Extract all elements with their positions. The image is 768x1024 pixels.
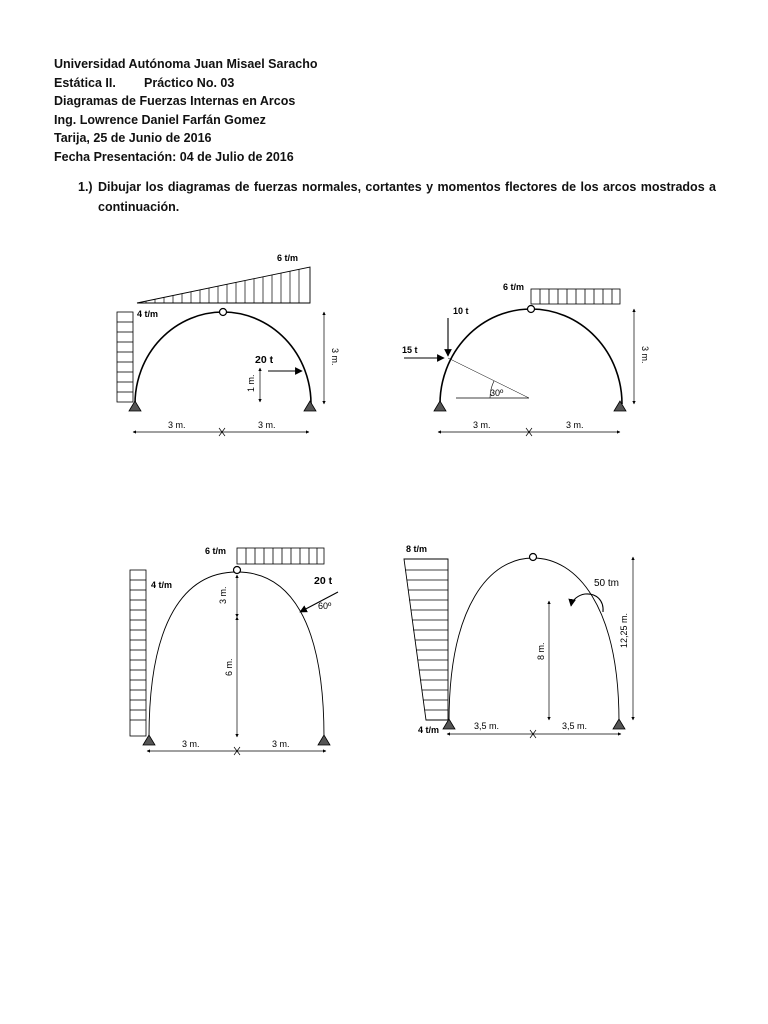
- uniform-top-load: [531, 289, 620, 304]
- fig1-height-label: 3 m.: [330, 348, 340, 366]
- fig2-top-load-label: 6 t/m: [503, 282, 525, 292]
- fig1-span-right-label: 3 m.: [258, 420, 276, 430]
- pin-support-icon: [304, 401, 316, 411]
- pin-support-icon: [129, 401, 141, 411]
- fig3-span-left-label: 3 m.: [182, 739, 200, 749]
- pin-support-icon: [613, 719, 625, 729]
- pin-support-icon: [614, 401, 626, 411]
- arch-figure-4: [404, 544, 633, 738]
- engineer: Ing. Lowrence Daniel Farfán Gomez: [54, 112, 266, 127]
- problem-number: 1.): [78, 180, 93, 194]
- fig2-span-left-label: 3 m.: [473, 420, 491, 430]
- fig3-height-top-label: 3 m.: [218, 586, 228, 604]
- uniform-top-load: [237, 548, 324, 564]
- fig1-top-load-label: 6 t/m: [277, 253, 299, 263]
- hinge-icon: [220, 309, 227, 316]
- fig4-height-inner-label: 8 m.: [536, 642, 546, 660]
- fig3-side-load-label: 4 t/m: [151, 580, 173, 590]
- arch-figure-2: [402, 282, 650, 436]
- fig4-moment-label: 50 tm: [594, 578, 620, 589]
- fig2-angle-label: 30º: [490, 388, 504, 398]
- fig2-vertical-load-label: 10 t: [453, 306, 469, 316]
- problem-text: Dibujar los diagramas de fuerzas normales, cortantes y momentos flectores de los arcos mostrados a continuación.: [98, 180, 716, 214]
- semicircular-arch: [135, 312, 311, 404]
- presentation-date: Fecha Presentación: 04 de Julio de 2016: [54, 149, 294, 164]
- subject: Estática II.: [54, 75, 116, 90]
- fig2-span-right-label: 3 m.: [566, 420, 584, 430]
- fig1-span-left-label: 3 m.: [168, 420, 186, 430]
- fig3-height-bottom-label: 6 m.: [224, 658, 234, 676]
- pin-support-icon: [318, 735, 330, 745]
- parabolic-arch: [149, 572, 324, 737]
- fig4-top-side-load-label: 8 t/m: [406, 544, 428, 554]
- pin-support-icon: [143, 735, 155, 745]
- moment-arrow-icon: [571, 594, 603, 612]
- fig3-angle-label: 60º: [318, 601, 332, 611]
- hinge-icon: [530, 554, 537, 561]
- hinge-icon: [528, 306, 535, 313]
- fig3-top-load-label: 6 t/m: [205, 546, 227, 556]
- fig4-height-total-label: 12,25 m.: [619, 612, 629, 648]
- semicircular-arch: [440, 309, 622, 404]
- side-load-block: [117, 312, 133, 402]
- fig4-bottom-side-load-label: 4 t/m: [418, 725, 440, 735]
- trapezoidal-side-load: [404, 559, 448, 720]
- fig1-height-point-label: 1 m.: [246, 374, 256, 392]
- fig3-span-right-label: 3 m.: [272, 739, 290, 749]
- hinge-icon: [234, 567, 241, 574]
- fig4-span-right-label: 3,5 m.: [562, 721, 588, 731]
- practice-number: Práctico No. 03: [144, 75, 235, 90]
- fig2-horizontal-load-label: 15 t: [402, 345, 418, 355]
- date: Tarija, 25 de Junio de 2016: [54, 131, 212, 145]
- pin-support-icon: [443, 719, 455, 729]
- university-name: Universidad Autónoma Juan Misael Saracho: [54, 57, 318, 71]
- arch-figure-1: [117, 253, 340, 436]
- fig4-span-left-label: 3,5 m.: [474, 721, 500, 731]
- pin-support-icon: [434, 401, 446, 411]
- fig1-point-load-label: 20 t: [255, 354, 274, 366]
- triangular-top-load: [137, 267, 310, 303]
- fig3-point-load-label: 20 t: [314, 575, 333, 587]
- side-load-block: [130, 570, 146, 736]
- fig2-height-label: 3 m.: [640, 346, 650, 364]
- arch-figure-3: [130, 546, 338, 755]
- radius-line: [448, 358, 529, 398]
- fig1-side-load-label: 4 t/m: [137, 309, 159, 319]
- topic: Diagramas de Fuerzas Internas en Arcos: [54, 94, 296, 108]
